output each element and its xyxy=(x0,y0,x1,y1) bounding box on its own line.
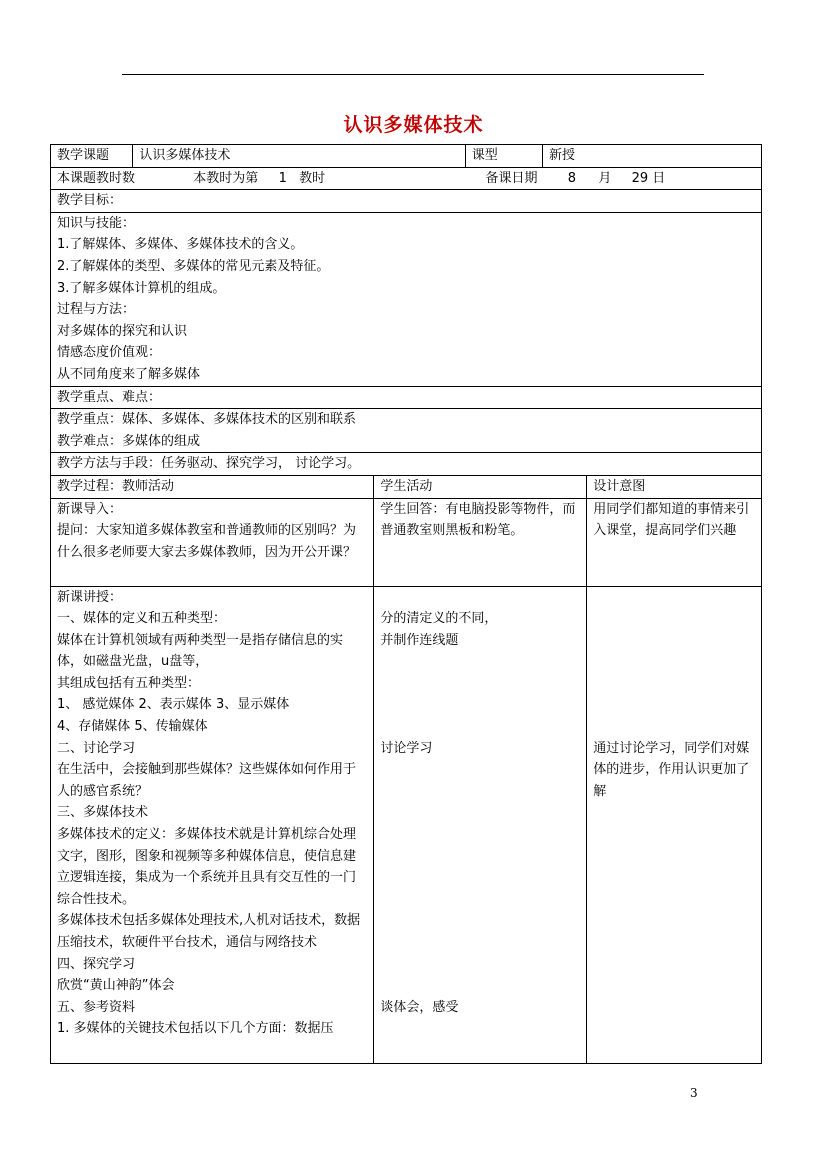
type-label: 课型 xyxy=(465,145,542,168)
intro-student-text: 学生回答：有电脑投影等物件，而普通教室则黑板和粉笔。 xyxy=(380,501,576,539)
objective-line: 对多媒体的探究和认识 xyxy=(57,323,188,339)
design-intent-header: 设计意图 xyxy=(587,475,762,498)
objective-line: 从不同角度来了解多媒体 xyxy=(57,366,201,382)
lesson-line: 多媒体技术的定义：多媒体技术就是计算机综合处理文字，图形，图象和视频等多种媒体信息，使信息建立逻辑连接，集成为一个系统并且具有交互性的一门综合性技术。 xyxy=(57,827,357,907)
lesson-line: 1、 感觉媒体 2、表示媒体 3、显示媒体 xyxy=(57,697,290,713)
intro-heading: 新课导入： xyxy=(57,501,123,517)
objective-line: 过程与方法： xyxy=(57,302,136,318)
key-points-heading: 教学重点、难点： xyxy=(51,386,762,409)
lesson-line: 其组成包括有五种类型： xyxy=(57,675,201,691)
type-value: 新授 xyxy=(543,145,762,168)
objective-line: 2.了解媒体的类型、多媒体的常见元素及特征。 xyxy=(57,258,330,274)
lesson-line: 1. 多媒体的关键技术包括以下几个方面：数据压 xyxy=(57,1021,334,1037)
objectives-cell xyxy=(51,212,762,386)
objective-line: 3.了解多媒体计算机的组成。 xyxy=(57,280,226,296)
hours-row xyxy=(51,167,762,190)
intro-design-text: 用同学们都知道的事情来引入课堂，提高同学们兴趣 xyxy=(593,501,750,539)
lesson-line: 在生活中，会接触到那些媒体？这些媒体如何作用于人的感官系统？ xyxy=(57,762,357,799)
month-unit: 月 xyxy=(598,170,612,186)
student-activity-header: 学生活动 xyxy=(374,475,587,498)
date-label: 备课日期 xyxy=(485,170,538,186)
lesson-line: 欣赏“黄山神韵”体会 xyxy=(57,978,175,994)
page-number: 3 xyxy=(690,1086,698,1100)
lesson-design-text: 通过讨论学习，同学们对媒体的进步，作用认识更加了解 xyxy=(593,740,750,799)
lesson-line: 四、探究学习 xyxy=(57,956,136,972)
header-rule xyxy=(122,74,704,75)
day-unit: 日 xyxy=(652,170,666,186)
methods-row: 教学方法与手段：任务驱动、探究学习， 讨论学习。 xyxy=(51,453,762,476)
current-number: 1 xyxy=(278,170,287,186)
key-point-line: 教学重点：媒体、多媒体、多媒体技术的区别和联系 xyxy=(57,412,357,428)
key-points-cell xyxy=(51,409,762,453)
date-month: 8 xyxy=(567,170,577,186)
objective-line: 知识与技能： xyxy=(57,215,136,231)
intro-design-cell xyxy=(587,498,762,586)
lesson-design-cell xyxy=(587,586,762,1063)
objectives-heading: 教学目标： xyxy=(51,190,762,213)
lesson-line: 媒体在计算机领域有两种类型一是指存储信息的实体，如磁盘光盘，u盘等， xyxy=(57,632,344,670)
lesson-line: 五、参考资料 xyxy=(57,999,136,1015)
student-line: 讨论学习 xyxy=(380,740,433,756)
date-day: 29 xyxy=(631,170,649,186)
topic-label: 教学课题 xyxy=(51,145,133,168)
lesson-teacher-cell xyxy=(51,586,374,1063)
lesson-line: 多媒体技术包括多媒体处理技术,人机对话技术，数据压缩技术，软硬件平台技术，通信与网络技术 xyxy=(57,913,361,950)
lesson-line: 三、多媒体技术 xyxy=(57,805,149,821)
current-unit: 教时 xyxy=(299,170,326,186)
intro-teacher-cell xyxy=(51,498,374,586)
current-label: 本教时为第 xyxy=(193,170,259,186)
student-line: 谈体会，感受 xyxy=(380,999,459,1015)
intro-question: 提问：大家知道多媒体教室和普通教师的区别吗？为什么很多老师要大家去多媒体教师，因为开公开课？ xyxy=(57,523,357,560)
student-line: 分的清定义的不同， xyxy=(380,611,498,627)
lesson-line: 新课讲授： xyxy=(57,589,123,605)
objective-line: 1.了解媒体、多媒体、多媒体技术的含义。 xyxy=(57,237,304,253)
hours-label: 本课题教时数 xyxy=(57,170,136,186)
teacher-activity-header: 教学过程：教师活动 xyxy=(51,475,374,498)
objective-line: 情感态度价值观： xyxy=(57,345,162,361)
lesson-line: 4、存储媒体 5、传输媒体 xyxy=(57,719,208,735)
lesson-line: 一、媒体的定义和五种类型： xyxy=(57,611,227,627)
student-line: 并制作连线题 xyxy=(380,632,459,648)
page-title: 认识多媒体技术 xyxy=(343,114,484,136)
topic-value: 认识多媒体技术 xyxy=(133,145,465,168)
lesson-student-cell xyxy=(374,586,587,1063)
key-point-line: 教学难点：多媒体的组成 xyxy=(57,433,201,449)
intro-student-cell xyxy=(374,498,587,586)
lesson-plan-table xyxy=(50,144,762,1064)
lesson-line: 二、讨论学习 xyxy=(57,740,136,756)
